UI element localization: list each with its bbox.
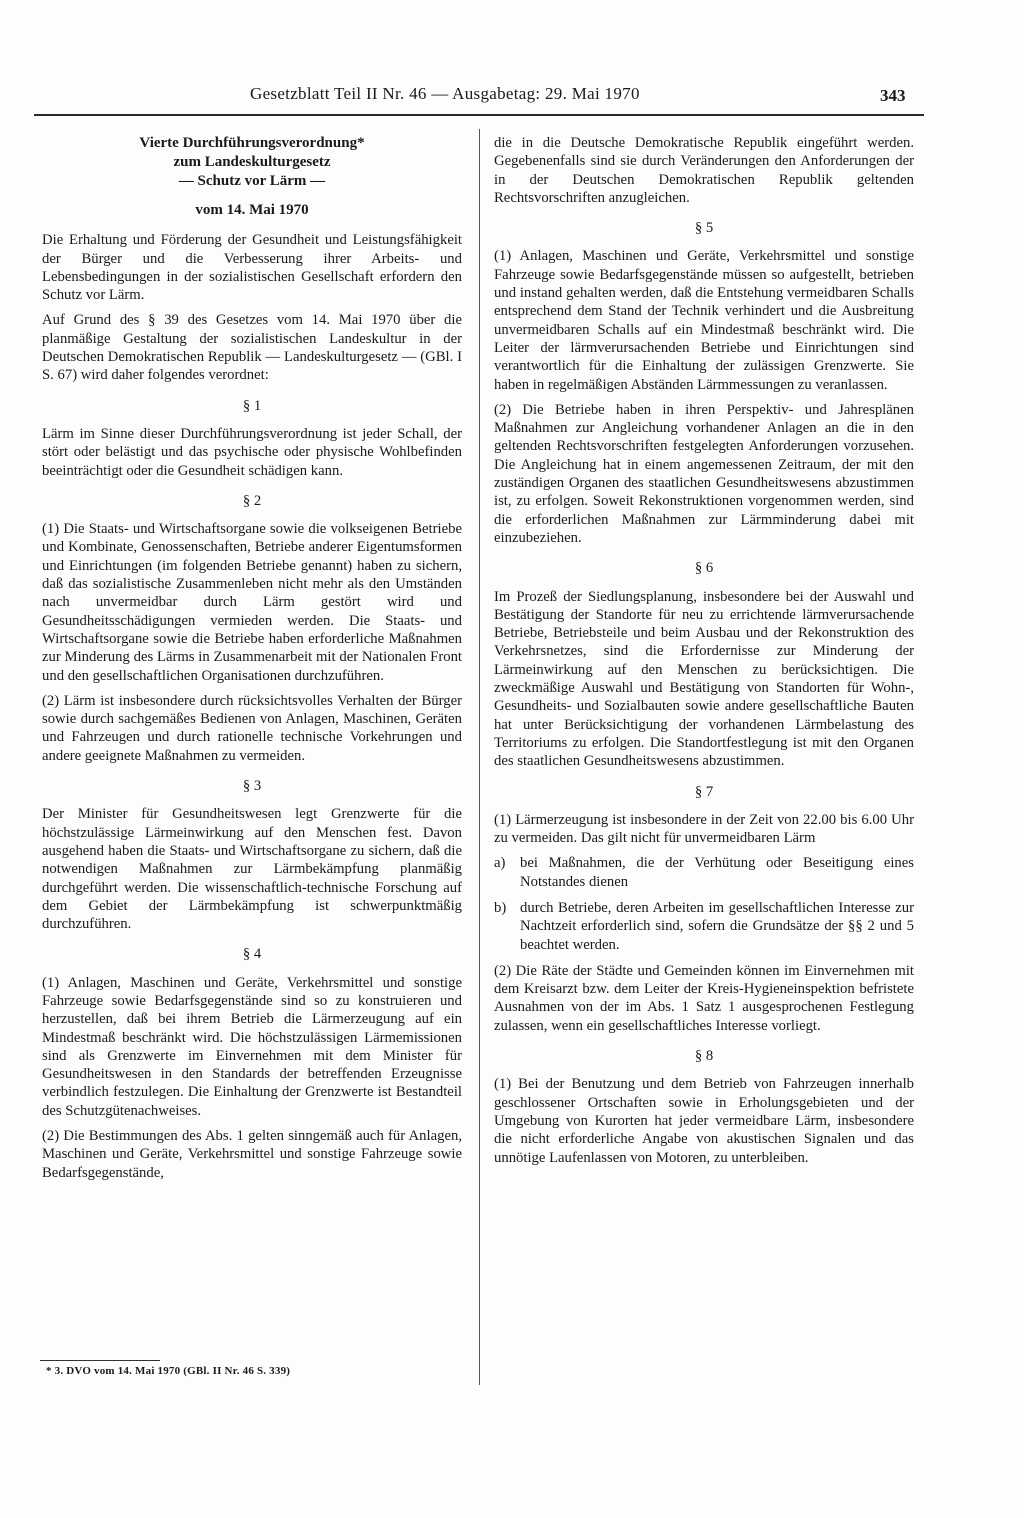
list-marker-b: b) <box>494 899 507 916</box>
right-column <box>494 134 914 1174</box>
section-3-heading: § 3 <box>242 778 262 795</box>
section-6-paragraph: Im Prozeß der Siedlungsplanung, insbesondere bei der Auswahl und Bestätigung der Standorte für neu zu errichtende lärmverursachende Betriebe, Betriebsteile und beim Ausbau und der Rekonstruktion des Verkehrsnetzes, sind die Erfordernisse zur Minderung der Lärmeinwirkung auf den Menschen zu berücksichtigen. Die zweckmäßige Auswahl und Bestätigung von Standorten für Wohn-, Gesundheits- und Sozialbauten sowie andere gesellschaftliche Bauten hat unter Berücksichtigung der vorhandenen Lärmbelastung des Territoriums zu erfolgen. Die Standortfestlegung ist mit den Organen des staatlichen Gesundheitswesens abzustimmen. <box>494 588 914 770</box>
section-4-paragraph-2: (2) Die Bestimmungen des Abs. 1 gelten sinngemäß auch für Anlagen, Maschinen und Geräte, Verkehrsmittel und sonstige Fahrzeuge sowie Bedarfsgegenstände, <box>42 1128 462 1181</box>
list-item <box>494 899 914 954</box>
section-8-paragraph: (1) Bei der Benutzung und dem Betrieb von Fahrzeugen innerhalb geschlossener Ortschaften sowie in Erholungsgebieten und der Umgebung von Kurorten hat jeder vermeidbare Lärm, insbesondere die nicht erforderliche Angabe von akustischen Signalen und das unnötige Laufenlassen von Motoren, zu unterbleiben. <box>494 1076 914 1166</box>
title-date: vom 14. Mai 1970 <box>195 202 309 218</box>
section-7-paragraph-1: (1) Lärmerzeugung ist insbesondere in der Zeit von 22.00 bis 6.00 Uhr zu vermeiden. Das gilt nicht für unvermeidbaren Lärm <box>494 811 914 847</box>
left-column <box>42 134 462 1189</box>
section-4-heading: § 4 <box>242 946 262 963</box>
list-item-a-text: bei Maßnahmen, die der Verhütung oder Beseitigung eines Notstandes dienen <box>520 855 914 890</box>
title-line-2: zum Landeskulturgesetz <box>173 154 331 170</box>
section-5-heading: § 5 <box>694 220 714 237</box>
section-7-paragraph-2: (2) Die Räte der Städte und Gemeinden können im Einvernehmen mit dem Kreisarzt bzw. dem Leiter der Kreis-Hygieneinspektion befristete Ausnahmen von der im Abs. 1 Satz 1 ausgesprochenen Festlegung zulassen, wenn ein gesellschaftliches Interesse vorliegt. <box>494 962 914 1034</box>
section-2-heading: § 2 <box>242 492 262 509</box>
title-block <box>42 134 462 191</box>
section-6-heading: § 6 <box>694 560 714 577</box>
section-5-paragraph-2: (2) Die Betriebe haben in ihren Perspektiv- und Jahresplänen Maßnahmen zur Angleichung vorhandener Anlagen an die in den geltenden Rechtsvorschriften festgelegten Anforderungen vorzusehen. Die Angleichung hat in einem angemessenen Zeitraum, der mit den zuständigen Organen des staatlichen Gesundheitswesens abzustimmen ist, zu erfolgen. Soweit Rekonstruktionen vorgenommen werden, sind die erforderlichen Maßnahmen zur Lärmminderung dabei mit einzubeziehen. <box>494 401 914 546</box>
title-line-1: Vierte Durchführungsverordnung* <box>139 135 365 151</box>
section-2-paragraph-1: (1) Die Staats- und Wirtschaftsorgane sowie die volkseigenen Betriebe und Kombinate, Genossenschaften, Betriebe anderer Eigentumsformen und Einrichtungen (im folgenden Betriebe genannt) haben zu sichern, daß das sozialistische Zusammenleben nicht mehr als den Umständen nach unvermeidbar durch Lärm gestört wird und Gesundheitsschädigungen vermieden werden. Die Staats- und Wirtschaftsorgane sowie die Betriebe haben erforderliche Maßnahmen zur Minderung des Lärms in Zusammenarbeit mit der Nationalen Front und den gesellschaftlichen Organisationen durchzuführen. <box>42 521 462 684</box>
title-line-3: — Schutz vor Lärm — <box>178 173 326 189</box>
preamble-paragraph-1: Die Erhaltung und Förderung der Gesundheit und Leistungsfähigkeit der Bürger und die Verbesserung ihrer Arbeits- und Lebensbedingungen in der sozialistischen Gesellschaft erfordern den Schutz vor Lärm. <box>42 232 462 304</box>
column-divider <box>479 129 480 1385</box>
section-4-paragraph-2-continued: die in die Deutsche Demokratische Republik eingeführt werden. Gegebenenfalls sind sie durch Veränderungen den Anforderungen der in der Deutschen Demokratischen Republik geltenden Rechtsvorschriften anzugleichen. <box>494 135 914 206</box>
section-1-paragraph: Lärm im Sinne dieser Durchführungsverordnung ist jeder Schall, der stört oder belästigt und das psychische oder physische Wohlbefinden beeinträchtigt oder die Gesundheit schädigen kann. <box>42 425 462 479</box>
footnote-rule <box>40 1360 160 1361</box>
section-1-heading: § 1 <box>242 397 262 414</box>
section-8-heading: § 8 <box>694 1048 714 1065</box>
section-3-paragraph: Der Minister für Gesundheitswesen legt Grenzwerte für die höchstzulässige Lärmeinwirkung auf den Menschen fest. Davon ausgehend haben die Staats- und Wirtschaftsorgane zu sichern, daß die notwendigen Maßnahmen zur Lärmbekämpfung planmäßig durchgeführt werden. Die wissenschaftlich-technische Forschung auf dem Gebiet der Lärmbekämpfung ist schwerpunktmäßig durchzuführen. <box>42 806 462 933</box>
list-item-b-text: durch Betriebe, deren Arbeiten im gesellschaftlichen Interesse zur Nachtzeit erforderlich sind, sofern die Grundsätze der §§ 2 und 5 beachtet werden. <box>520 899 914 953</box>
preamble-paragraph-2: Auf Grund des § 39 des Gesetzes vom 14. Mai 1970 über die planmäßige Gestaltung der sozialistischen Landeskultur in der Deutschen Demokratischen Republik — Landeskulturgesetz — (GBl. I S. 67) wird daher folgendes verordnet: <box>42 312 462 384</box>
section-7-heading: § 7 <box>694 783 714 800</box>
section-5-paragraph-1: (1) Anlagen, Maschinen und Geräte, Verkehrsmittel und sonstige Fahrzeuge sowie Bedarfsgegenstände müssen so aufgestellt, betrieben und instand gehalten werden, daß die Entstehung vermeidbaren Schalls entsprechend dem Stand der Technik verhindert und die Ausbreitung unvermeidbaren Schalls auf ein Mindestmaß beschränkt wird. Die Leiter der lärmverursachenden Betriebe und Einrichtungen sind verantwortlich für die Einhaltung der zulässigen Grenzwerte. Sie haben in regelmäßigen Abständen Lärmmessungen zu veranlassen. <box>494 248 914 393</box>
header-rule <box>34 114 924 116</box>
list-marker-a: a) <box>494 855 506 872</box>
list-item <box>494 854 914 891</box>
footnote: * 3. DVO vom 14. Mai 1970 (GBl. II Nr. 46 S. 339) <box>46 1365 291 1377</box>
section-2-paragraph-2: (2) Lärm ist insbesondere durch rücksichtsvolles Verhalten der Bürger sowie durch sachgemäßes Bedienen von Anlagen, Maschinen, Geräten und Fahrzeugen und durch rationelle technische Vorkehrungen und andere geeignete Maßnahmen zu vermeiden. <box>42 692 462 764</box>
section-4-paragraph-1: (1) Anlagen, Maschinen und Geräte, Verkehrsmittel und sonstige Fahrzeuge sowie Bedarfsgegenstände sind so zu konstruieren und herzustellen, daß bei ihrem Betrieb die Lärmerzeugung auf ein Mindestmaß beschränkt wird. Die höchstzulässigen Lärmemissionen sind als Grenzwerte im Einvernehmen mit dem Minister für Gesundheitswesen in den Standards der betreffenden Erzeugnisse verbindlich festzulegen. Die Einhaltung der Grenzwerte ist Bestandteil des Schutzgütenachweises. <box>42 974 462 1119</box>
page-number: 343 <box>880 86 906 105</box>
running-head: Gesetzblatt Teil II Nr. 46 — Ausgabetag: 29. Mai 1970 <box>250 84 640 103</box>
